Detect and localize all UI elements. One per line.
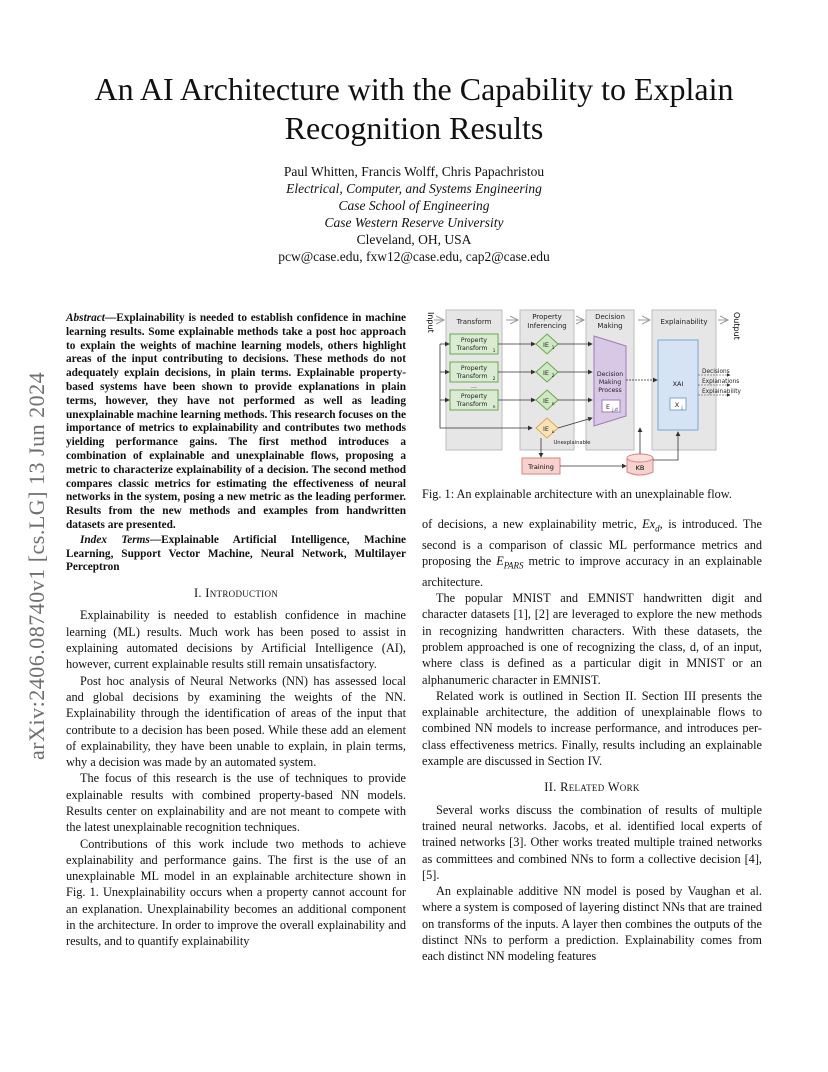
xai-text: XAI bbox=[672, 380, 684, 388]
related-paragraph-2: An explainable additive NN model is posed by Vaughan et al. where a system is composed of layering distinct NNs that are trained on transforms of the inputs. A layer then combines the outputs of the distinct NNs to perform a prediction. Explainability comes from each distinct NN modeling features bbox=[422, 884, 762, 964]
index-terms-label: Index Terms bbox=[80, 533, 150, 546]
figure-1 bbox=[422, 300, 762, 480]
section-2-heading bbox=[422, 779, 762, 795]
out-decisions: Decisions bbox=[702, 369, 730, 375]
ie1-text: IE bbox=[542, 341, 550, 349]
section-1-number: I. bbox=[193, 586, 202, 601]
section-2-number: II. bbox=[544, 780, 557, 795]
dmp-line2: Making bbox=[598, 379, 622, 386]
ieu-sub: u bbox=[551, 430, 555, 435]
ien-sub: n bbox=[551, 402, 555, 407]
inferencing-header-1: Property bbox=[532, 313, 562, 321]
architecture-diagram bbox=[422, 300, 762, 480]
intro-paragraph-1: Explainability is needed to establish confidence in machine learning (ML) results. Much work has been posed to assist in explaining automated decisions by Artificial Intelligence (AI), however, current explainable results still remain unsatisfactory. bbox=[66, 608, 406, 672]
ejd-text: E bbox=[606, 404, 610, 411]
ien-text: IE bbox=[542, 397, 550, 405]
pt2-sub: 2 bbox=[492, 377, 496, 382]
emails: pcw@case.edu, fxw12@case.edu, cap2@case.edu bbox=[278, 249, 550, 264]
intro-paragraph-3: The focus of this research is the use of techniques to provide explainable results with combined property-based NN models. Results center on explainability and are not meant to compete with the latest unexplainable recognition techniques. bbox=[66, 771, 406, 835]
abstract-label: Abstract bbox=[66, 312, 105, 324]
arxiv-stamp: arXiv:2406.08740v1 [cs.LG] 13 Jun 2024 bbox=[24, 371, 49, 760]
pt1-line1: Property bbox=[460, 337, 488, 344]
right-paragraph-2: The popular MNIST and EMNIST handwritten digit and character datasets [1], [2] are leveraged to explore the new methods in recognizing handwritten characters. With these datasets, the problem approached is one of recognizing the class, d, of an input, where class is defined as a particular digit in MNIST or an alphanumeric character in EMNIST. bbox=[422, 591, 762, 687]
out-explanations: Explanations bbox=[702, 379, 740, 385]
abstract bbox=[66, 312, 406, 533]
left-column bbox=[66, 312, 406, 950]
university: Case Western Reserve University bbox=[324, 215, 504, 230]
authors: Paul Whitten, Francis Wolff, Chris Papachristou bbox=[283, 164, 545, 179]
kb-top bbox=[627, 454, 653, 462]
figure-1-caption: Fig. 1: An explainable architecture with an unexplainable flow. bbox=[422, 487, 732, 501]
transform-header: Transform bbox=[456, 318, 492, 326]
related-paragraph-1: Several works discuss the combination of results of multiple trained neural networks. Jacobs, et al. identified local experts of trained networks [3]. Other works treated multiple trained networks as committees and combined NNs to form a collective decision [4], [5]. bbox=[422, 802, 762, 882]
dmp-line3: Process bbox=[598, 387, 622, 394]
training-text: Training bbox=[528, 463, 554, 471]
dmp-line1: Decision bbox=[596, 371, 624, 378]
xj-sub: j bbox=[681, 406, 683, 411]
kb-text: KB bbox=[635, 464, 645, 472]
explainability-header: Explainability bbox=[660, 318, 708, 326]
school: Case School of Engineering bbox=[338, 198, 490, 213]
right-paragraph-1: of decisions, a new explainability metric, $Ex_d$, is introduced. The second is a comparison of classic ML performance metrics and proposing the $E_{PARS}$ metric to improve accuracy in an explainable architecture. bbox=[422, 517, 762, 589]
ptn-line1: Property bbox=[460, 393, 488, 400]
ie2-sub: 2 bbox=[551, 374, 555, 379]
ie2-text: IE bbox=[542, 369, 550, 377]
pt-dots: ... bbox=[471, 383, 477, 390]
output-label: Output bbox=[732, 312, 741, 340]
pt1-line2: Transform bbox=[456, 345, 488, 352]
department: Electrical, Computer, and Systems Engineering bbox=[286, 181, 542, 196]
ptn-line2: Transform bbox=[456, 401, 488, 408]
index-terms bbox=[66, 534, 406, 575]
location: Cleveland, OH, USA bbox=[356, 232, 472, 247]
paper-title: An AI Architecture with the Capability to Explain Recognition Results bbox=[94, 71, 734, 146]
section-1-heading bbox=[66, 585, 406, 601]
intro-paragraph-4: Contributions of this work include two methods to achieve explainability and performance gains. The first is the use of an unexplainable ML model in an explainable architecture shown in Fig. 1. Unexplainability occurs when a property cannot account for an explanation. Unexplainability becomes an additional component in the architecture. In order to improve the overall explainability and results, and to quantify explainability bbox=[66, 836, 406, 949]
decision-header-1: Decision bbox=[595, 313, 625, 321]
right-column bbox=[422, 304, 762, 965]
author-block bbox=[200, 163, 628, 265]
inferencing-header-2: Inferencing bbox=[527, 322, 567, 330]
ejd-sub: j,d bbox=[612, 408, 618, 413]
unexplainable-label: Unexplainable bbox=[553, 440, 591, 446]
ptn-sub: n bbox=[492, 405, 496, 410]
right-paragraph-3: Related work is outlined in Section II. Section III presents the explainable architecture, the addition of unexplainable flows to combined NN models to increase performance, and introduces per-class effectiveness metrics. Finally, results including an explainable example are discussed in Section IV. bbox=[422, 688, 762, 769]
ieu-text: IE bbox=[542, 425, 550, 433]
intro-paragraph-2: Post hoc analysis of Neural Networks (NN) has assessed local and global decisions by examining the weights of the NN. Explainability through the identification of areas of the input that contribute to a decision has been posed. While these add an element of explainability, they have been unable to explain, in plain terms, why a decision was made by an automated system. bbox=[66, 673, 406, 770]
abstract-text: —Explainability is needed to establish confidence in machine learning results. Some explainable methods take a post hoc approach to explain the weights of machine learning models, others highlight areas of the input contributing to decisions. These methods do not adequately explain decisions, in plain terms. Explainable property-based systems have been shown to provide explanations in plain terms, however, they have not performed as well as leading unexplainable machine learning methods. This research focuses on the importance of metrics to explainability and contributes two methods yielding performance gains. The first method introduces a combination of explainable and unexplainable flows, proposing a metric to characterize explainability of a decision. The second method compares classic metrics for estimating the effectiveness of neural networks in the system, posing a new metric as the leading performer. Results from the new methods and examples from handwritten datasets are presented. bbox=[66, 312, 406, 531]
pt1-sub: 1 bbox=[492, 349, 496, 354]
pt2-line2: Transform bbox=[456, 373, 488, 380]
input-label: Input bbox=[426, 312, 435, 333]
section-1-title: Introduction bbox=[205, 586, 279, 601]
xj-text: X bbox=[674, 401, 680, 409]
ie1-sub: 1 bbox=[551, 346, 555, 351]
index-terms-text: —Explainable Artificial Intelligence, Machine Learning, Support Vector Machine, Neural Network, Multilayer Perceptron bbox=[66, 533, 406, 574]
decision-header-2: Making bbox=[597, 322, 623, 330]
section-2-title: Related Work bbox=[560, 780, 640, 795]
pt2-line1: Property bbox=[460, 365, 488, 372]
out-explainability: Explainability bbox=[702, 389, 741, 395]
